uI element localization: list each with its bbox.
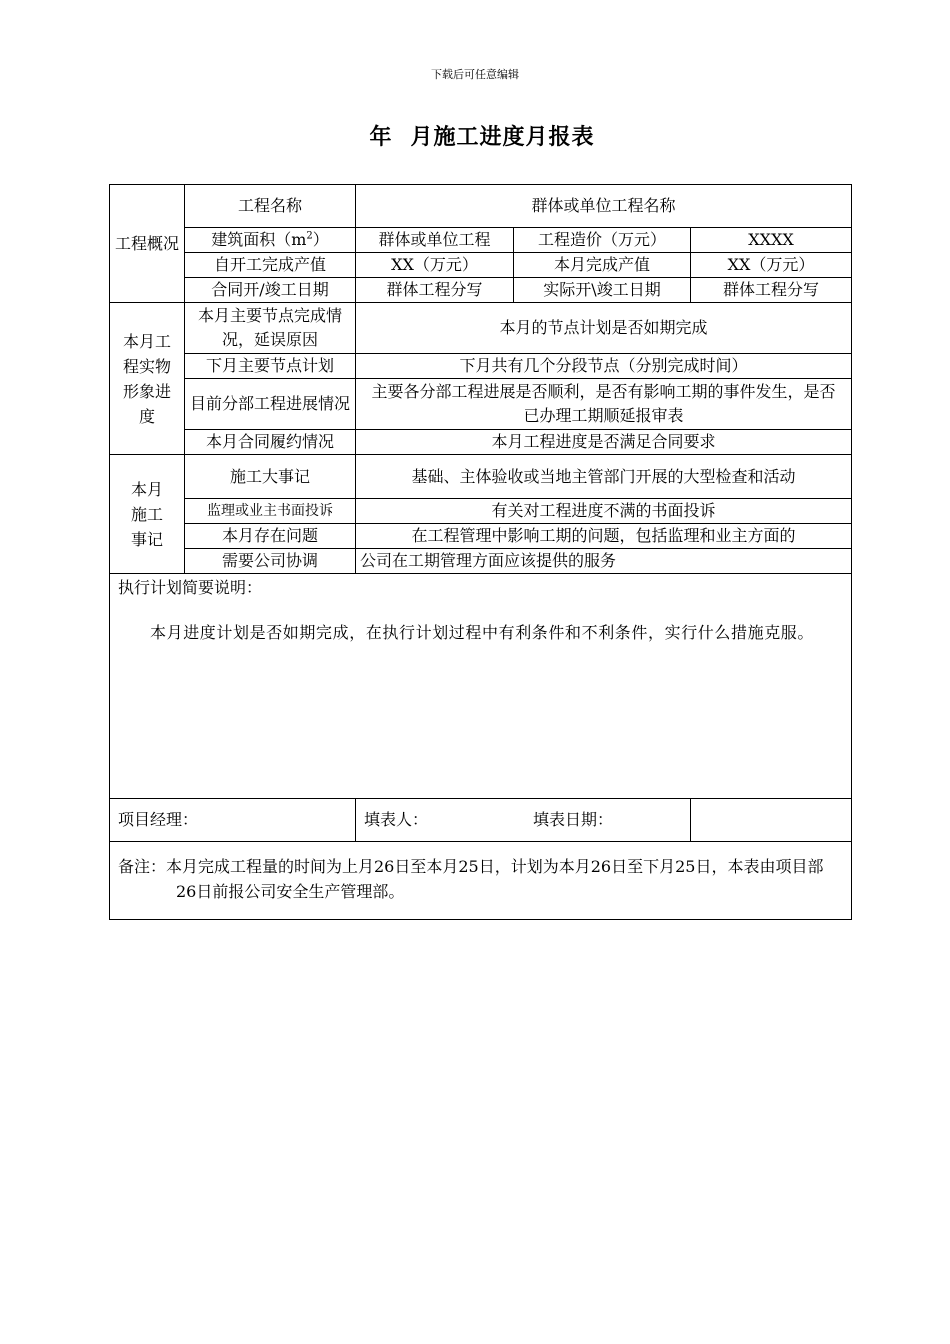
table-row [110, 253, 852, 278]
progress-report-table [109, 184, 852, 920]
progress-label: 目前分部工程进展情况 [185, 379, 356, 430]
table-row [110, 354, 852, 379]
table-row [110, 379, 852, 430]
table-row [110, 303, 852, 354]
plan-body: 本月进度计划是否如期完成，在执行计划过程中有利条件和不利条件，实行什么措施克服。 [150, 623, 815, 642]
area-label: 建筑面积$(m^2)$ [185, 228, 356, 253]
event-label: 监理或业主书面投诉 [185, 499, 356, 524]
section-progress: 本月工程实物形象进度 [110, 303, 185, 455]
contract-date-label: 合同开/竣工日期 [185, 278, 356, 303]
actual-date-value: 群体工程分写 [691, 278, 852, 303]
table-row [110, 842, 852, 920]
table-row [110, 574, 852, 799]
progress-value: 主要各分部工程进展是否顺利，是否有影响工期的事件发生，是否已办理工期顺延报审表 [356, 379, 852, 430]
cost-label: 工程造价（万元） [514, 228, 691, 253]
page-title [0, 120, 950, 151]
table-row [110, 455, 852, 499]
plan-heading: 执行计划简要说明： [118, 578, 263, 597]
progress-value: 本月的节点计划是否如期完成 [356, 303, 852, 354]
area-value: 群体或单位工程 [356, 228, 514, 253]
contract-date-value: 群体工程分写 [356, 278, 514, 303]
month-output-label: 本月完成产值 [514, 253, 691, 278]
event-label: 施工大事记 [185, 455, 356, 499]
remarks-text: 备注：本月完成工程量的时间为上月26日至本月25日，计划为本月26日至下月25日，本表由项目部26日前报公司安全生产管理部。 [118, 857, 824, 901]
table-row [110, 549, 852, 574]
progress-value: 本月工程进度是否满足合同要求 [356, 430, 852, 455]
month-output-value: XX（万元） [691, 253, 852, 278]
table-row [110, 185, 852, 228]
plan-section [110, 574, 852, 799]
table-row [110, 524, 852, 549]
output-label: 自开工完成产值 [185, 253, 356, 278]
project-name-value: 群体或单位工程名称 [356, 185, 852, 228]
project-name-label: 工程名称 [185, 185, 356, 228]
event-value: 在工程管理中影响工期的问题，包括监理和业主方面的 [356, 524, 852, 549]
footer-blank [691, 799, 852, 842]
event-label: 需要公司协调 [185, 549, 356, 574]
header-note: 下载后可任意编辑 [431, 68, 519, 81]
cost-value: XXXX [691, 228, 852, 253]
table-row [110, 499, 852, 524]
table-row [110, 278, 852, 303]
project-manager-field: 项目经理： [110, 799, 356, 842]
progress-label: 下月主要节点计划 [185, 354, 356, 379]
actual-date-label: 实际开\竣工日期 [514, 278, 691, 303]
table-row [110, 799, 852, 842]
title-month-report: 月施工进度月报表 [410, 125, 595, 150]
remarks-section [110, 842, 852, 920]
fill-date-field: 填表日期： [533, 810, 614, 829]
progress-value: 下月共有几个分段节点（分别完成时间） [356, 354, 852, 379]
table-row [110, 228, 852, 253]
event-label: 本月存在问题 [185, 524, 356, 549]
progress-label: 本月合同履约情况 [185, 430, 356, 455]
section-events: 本月施工事记 [110, 455, 185, 574]
event-value: 公司在工期管理方面应该提供的服务 [356, 549, 852, 574]
event-value: 基础、主体验收或当地主管部门开展的大型检查和活动 [356, 455, 852, 499]
title-year: 年 [369, 125, 393, 150]
output-value: XX（万元） [356, 253, 514, 278]
event-value: 有关对工程进度不满的书面投诉 [356, 499, 852, 524]
section-overview: 工程概况 [110, 185, 185, 303]
progress-label: 本月主要节点完成情况，延误原因 [185, 303, 356, 354]
form-filler-field: 填表人： 填表日期： [356, 799, 691, 842]
table-row [110, 430, 852, 455]
